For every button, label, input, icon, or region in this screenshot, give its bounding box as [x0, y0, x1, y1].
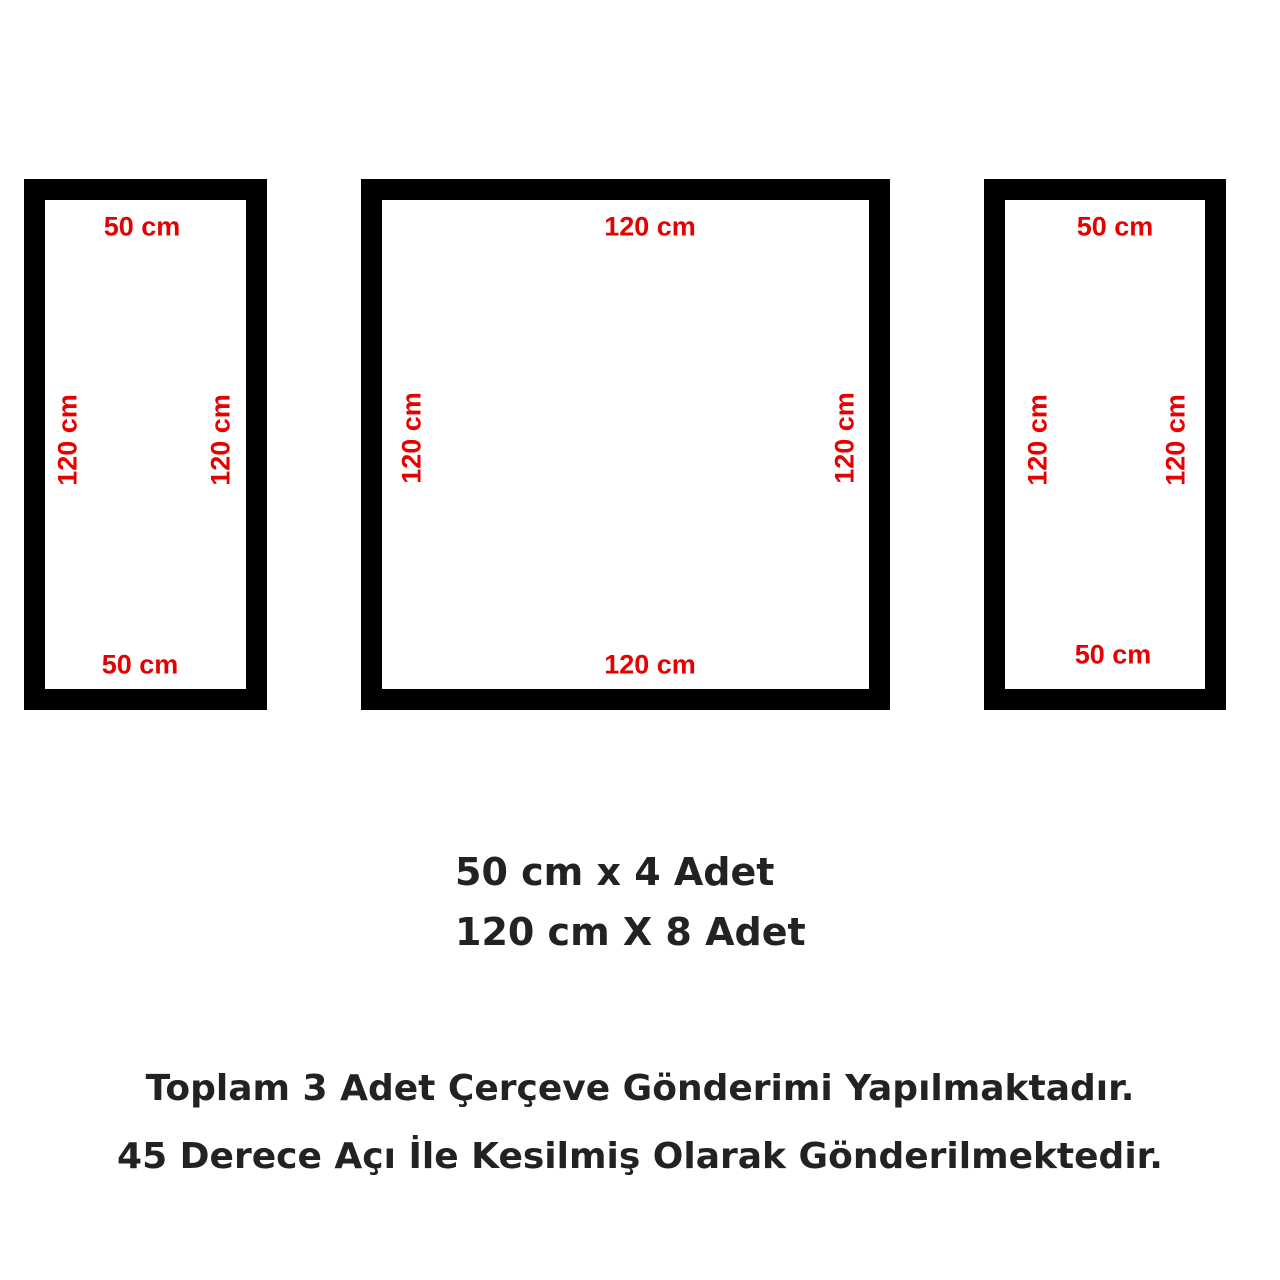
frame-middle-bottom-dimension: 120 cm: [604, 649, 696, 680]
frame-right-left-dimension: 120 cm: [1022, 394, 1053, 486]
frame-middle-left-dimension: 120 cm: [396, 392, 427, 484]
summary-line-120cm: 120 cm X 8 Adet: [455, 910, 806, 954]
frame-right-top-dimension: 50 cm: [1076, 211, 1154, 242]
frame-middle-right-dimension: 120 cm: [829, 392, 860, 484]
frame-left-top-dimension: 50 cm: [103, 211, 181, 242]
frame-left-bottom-dimension: 50 cm: [101, 649, 179, 680]
note-total-frames: Toplam 3 Adet Çerçeve Gönderimi Yapılmaktadır.: [145, 1068, 1135, 1109]
frame-left-left-dimension: 120 cm: [52, 394, 83, 486]
frame-middle-top-dimension: 120 cm: [604, 211, 696, 242]
frame-right-bottom-dimension: 50 cm: [1074, 639, 1152, 670]
frame-right-right-dimension: 120 cm: [1160, 394, 1191, 486]
note-45-degree-cut: 45 Derece Açı İle Kesilmiş Olarak Gönderilmektedir.: [117, 1136, 1163, 1177]
summary-line-50cm: 50 cm x 4 Adet: [455, 850, 775, 894]
frame-left-right-dimension: 120 cm: [205, 394, 236, 486]
frame-middle: [361, 179, 890, 710]
